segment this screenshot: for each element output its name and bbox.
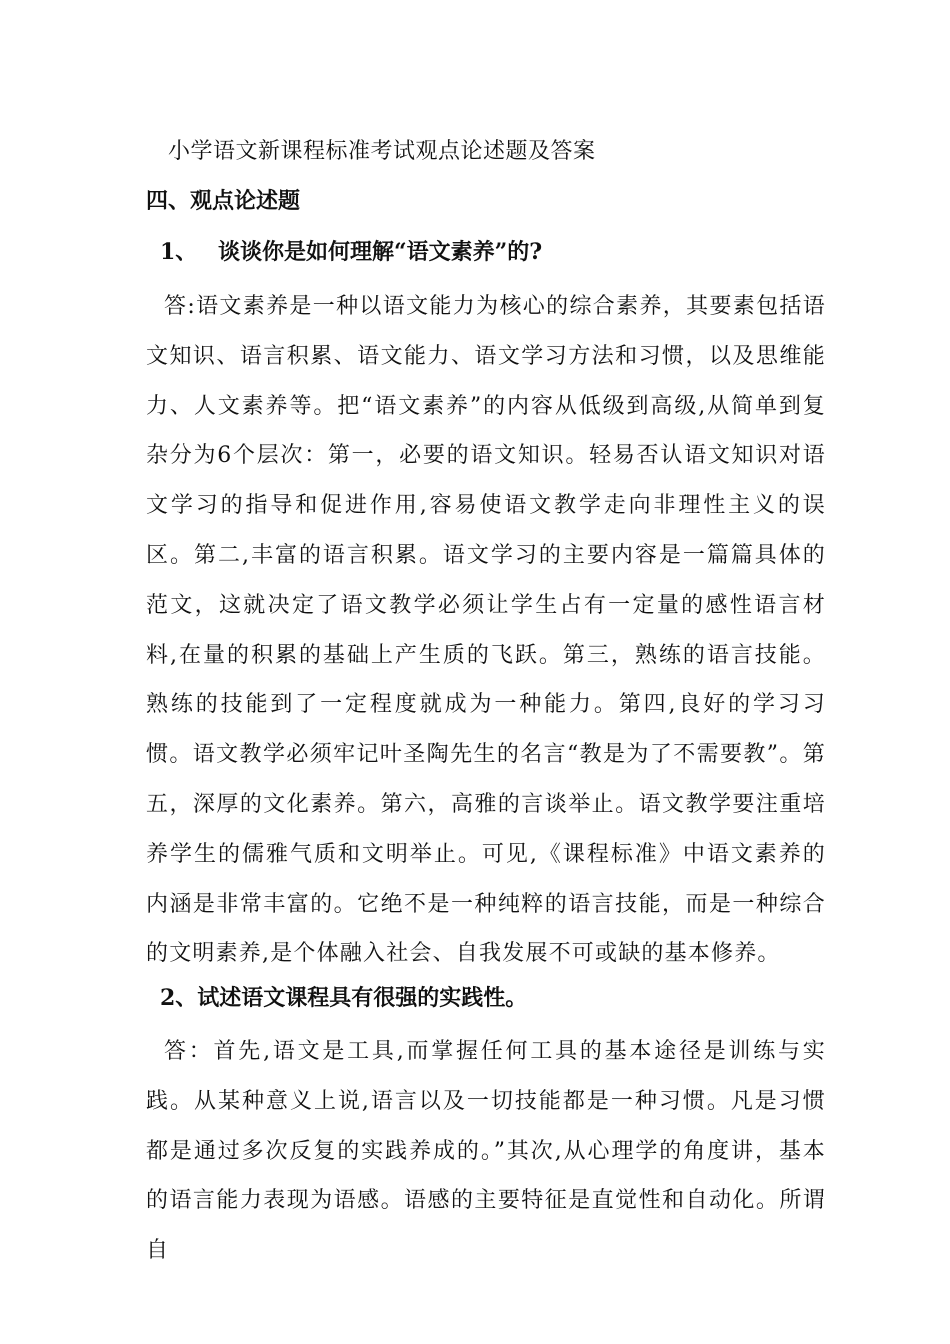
document-title: 小学语文新课程标准考试观点论述题及答案 xyxy=(168,139,596,164)
answer-1-paragraph: 答:语文素养是一种以语文能力为核心的综合素养，其要素包括语文知识、语言积累、语文能力、语文学习方法和习惯，以及思维能力、人文素养等。把“语文素养”的内容从低级到高级,从简单到复杂分为6个层次：第一，必要的语文知识。轻易否认语文知识对语文学习的指导和促进作用,容易使语文教学走向非理性主义的误区。第二,丰富的语言积累。语文学习的主要内容是一篇篇具体的范文，这就决定了语文教学必须让学生占有一定量的感性语言材料,在量的积累的基础上产生质的飞跃。第三，熟练的语言技能。熟练的技能到了一定程度就成为一种能力。第四,良好的学习习惯。语文教学必须牢记叶圣陶先生的名言“教是为了不需要教”。第五，深厚的文化素养。第六，高雅的言谈举止。语文教学要注重培养学生的儒雅气质和文明举止。可见,《课程标准》中语文素养的内涵是非常丰富的。它绝不是一种纯粹的语言技能，而是一种综合的文明素养,是个体融入社会、自我发展不可或缺的基本修养。 xyxy=(146,294,826,967)
section-heading: 四、观点论述题 xyxy=(146,188,301,214)
question-1-number: 1、 xyxy=(160,239,198,265)
question-2-heading: 2、试述语文课程具有很强的实践性。 xyxy=(160,985,528,1011)
question-1-text: 谈谈你是如何理解“语文素养”的? xyxy=(218,239,543,265)
answer-2-paragraph: 答：首先,语文是工具,而掌握任何工具的基本途径是训练与实践。从某种意义上说,语言以及一切技能都是一种习惯。凡是习惯都是通过多次反复的实践养成的。”其次,从心理学的角度讲，基本的语言能力表现为语感。语感的主要特征是直觉性和自动化。所谓自 xyxy=(146,1039,826,1264)
question-1-heading xyxy=(160,237,542,267)
